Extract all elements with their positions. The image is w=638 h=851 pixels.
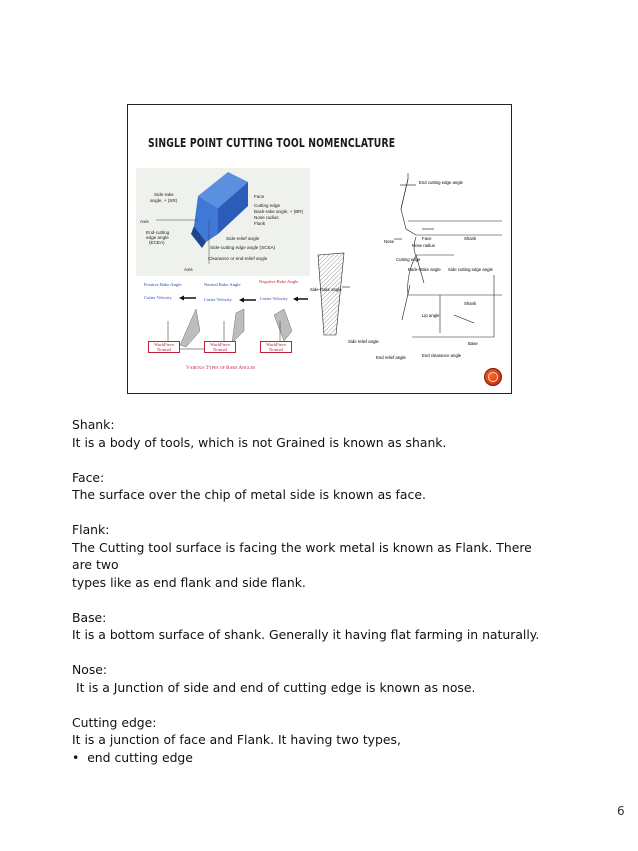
- dlabel-nose-radius: Nose radius: [412, 243, 435, 248]
- workpiece-label-2: WorkPiece: [209, 342, 231, 347]
- workpiece-box-2: [204, 341, 236, 353]
- nose-text: It is a Junction of side and end of cutting edge is known as nose.: [72, 679, 476, 695]
- rake-neutral-title: Neutral Rake Angle: [204, 282, 241, 287]
- cutter-velocity-3: Cutter Velocity: [260, 296, 288, 301]
- cutting-edge-heading: Cutting edge:: [72, 714, 157, 730]
- label-axis-bottom: Axis: [184, 267, 193, 272]
- nose-heading: Nose:: [72, 662, 108, 677]
- dlabel-end-relief-angle: End relief angle: [376, 355, 406, 360]
- dlabel-shank-top: Shank: [464, 236, 477, 241]
- workpiece-label-1: WorkPiece: [153, 342, 175, 347]
- cutter-velocity-2: Cutter Velocity: [204, 297, 232, 302]
- slide-logo-badge: [484, 368, 502, 386]
- bullet-item: [72, 749, 552, 767]
- workpiece-label-3: WorkPiece: [265, 342, 287, 347]
- label-axis: Axis: [140, 219, 149, 224]
- nomenclature-line-diagram: [304, 165, 510, 365]
- normal-label-1: Normal: [156, 347, 172, 352]
- label-side-relief: Side-relief angle: [226, 236, 260, 241]
- dlabel-end-clearance-angle: End clearance angle: [422, 353, 462, 358]
- tool-photo-panel: [136, 168, 310, 276]
- page-number: 6: [617, 804, 625, 818]
- dlabel-side-relief-angle: Side relief angle: [348, 339, 379, 344]
- label-scea: Side-cutting edge angle (SCEA): [210, 245, 276, 250]
- dlabel-shank: Shank: [464, 301, 477, 306]
- flank-text-line-1: The Cutting tool surface is facing the work metal is known as Flank. There are two: [72, 539, 532, 572]
- label-end-cutting: End-cutting: [146, 230, 170, 235]
- label-ecea: (ECEA): [149, 240, 165, 245]
- label-flank: Flank: [254, 221, 266, 226]
- cutting-edge-text: It is a junction of face and Flank. It having two types,: [72, 732, 401, 747]
- dlabel-side-cutting-edge-angle: Side cutting edge angle: [448, 267, 493, 272]
- label-side-rake: Side-rake: [154, 192, 174, 197]
- label-side-rake-angle: angle, + (SR): [150, 198, 178, 203]
- dlabel-side-rake-angle: Side-Rake angle: [310, 287, 342, 292]
- label-edge-angle: edge angle: [146, 235, 169, 240]
- dlabel-end-cutting-edge-angle: End cutting edge angle: [419, 180, 463, 185]
- slide-title: SINGLE POINT CUTTING TOOL NOMENCLATURE: [148, 135, 396, 150]
- dlabel-lip-angle: Lip angle: [422, 313, 440, 318]
- dlabel-nose: Nose: [384, 239, 395, 244]
- label-cutting-edge: Cutting edge: [254, 203, 281, 208]
- bullet-text: end cutting edge: [87, 749, 193, 765]
- body-text: [72, 416, 552, 766]
- workpiece-box-3: [260, 341, 292, 353]
- face-heading: Face:: [72, 469, 105, 485]
- dlabel-face: Face: [422, 236, 432, 241]
- shank-text: It is a body of tools, which is not Grained is known as shank.: [72, 434, 447, 450]
- dlabel-cutting-edge: Cutting edge: [396, 257, 421, 262]
- slide-figure: [127, 104, 512, 394]
- flank-heading: Flank:: [72, 522, 110, 537]
- label-clearance: Clearance or end-relief angle: [208, 256, 268, 261]
- cutter-velocity-1: Cutter Velocity: [144, 295, 172, 300]
- dlabel-base: Base: [468, 341, 478, 346]
- base-heading: Base:: [72, 609, 107, 625]
- label-back-rake: Back-rake angle, + (BR): [254, 209, 304, 214]
- label-face: Face: [254, 194, 265, 199]
- rake-positive-title: Positive Rake Angle: [144, 282, 182, 287]
- workpiece-box-1: [148, 341, 180, 353]
- normal-label-3: Normal: [268, 347, 284, 352]
- dlabel-back-rake-angle: Back-Rake angle: [408, 267, 441, 272]
- face-text: The surface over the chip of metal side is known as face.: [72, 487, 426, 502]
- label-nose-radius: Nose radius: [254, 215, 279, 220]
- flank-text-line-2: types like as end flank and side flank.: [72, 574, 306, 590]
- bullet-icon: •: [72, 749, 88, 765]
- normal-label-2: Normal: [212, 347, 228, 352]
- rake-negative-title: Negative Rake Angle: [259, 279, 299, 284]
- base-text: It is a bottom surface of shank. Generally it having flat farming in naturally.: [72, 627, 540, 642]
- shank-heading: Shank:: [72, 417, 115, 432]
- rake-caption: Various Types of Rake Angles: [186, 366, 256, 371]
